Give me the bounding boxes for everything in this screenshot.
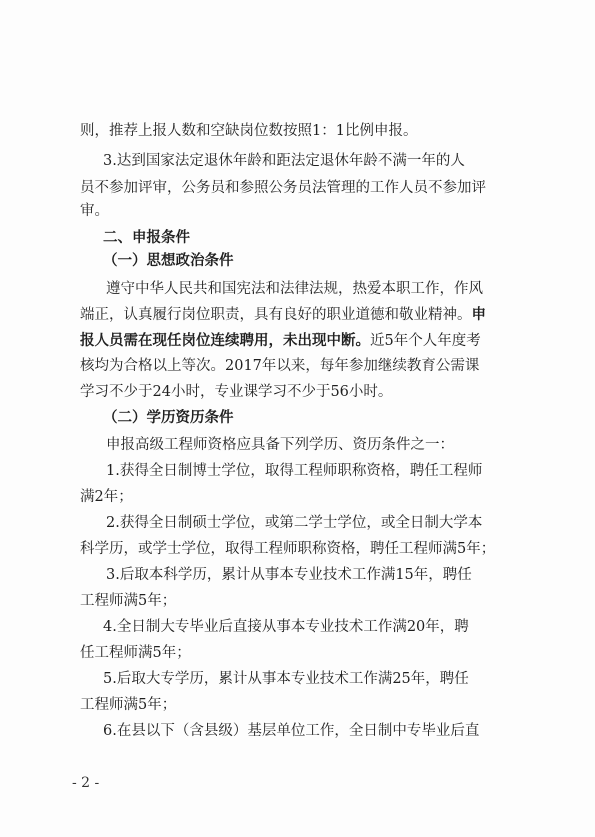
paragraph-line xyxy=(80,331,595,351)
list-item-line: 4.全日制大专毕业后直接从事本专业技术工作满20年，聘 xyxy=(103,619,469,635)
list-item-line: 1.获得全日制博士学位，取得工程师职称资格，聘任工程师 xyxy=(106,463,483,479)
paragraph-line: 核均为合格以上等次。2017年以来，每年参加继续教育公需课 xyxy=(80,358,480,374)
list-item-line: 工程师满5年； xyxy=(80,697,177,713)
list-item-line: 科学历，或学士学位，取得工程师职称资格，聘任工程师满5年； xyxy=(80,541,496,557)
emphasis-text: 报人员需在现任岗位连续聘用，未出现中断。 xyxy=(80,332,370,349)
paragraph-line: 学习不少于24小时，专业课学习不少于56小时。 xyxy=(80,384,393,400)
paragraph-line: 遵守中华人民共和国宪法和法律法规，热爱本职工作，作风 xyxy=(106,281,483,297)
paragraph-line xyxy=(80,305,595,325)
paragraph-line: 员不参加评审，公务员和参照公务员法管理的工作人员不参加评 xyxy=(80,180,486,196)
paragraph-text: 近5年个人年度考 xyxy=(370,333,481,349)
list-item-line: 3.后取本科学历，累计从事本专业技术工作满15年，聘任 xyxy=(106,567,472,583)
emphasis-text: 申 xyxy=(471,306,486,323)
list-item-line: 工程师满5年； xyxy=(80,593,177,609)
list-item-line: 2.获得全日制硕士学位，或第二学士学位，或全日制大学本 xyxy=(106,515,483,531)
paragraph-line: 审。 xyxy=(80,203,109,219)
list-item-line: 6.在县以下（含县级）基层单位工作，全日制中专毕业后直 xyxy=(103,723,480,739)
paragraph-line: 则，推荐上报人数和空缺岗位数按照1：1比例申报。 xyxy=(80,123,418,139)
list-item-line: 满2年； xyxy=(80,489,133,505)
paragraph-line: 3.达到国家法定退休年龄和距法定退休年龄不满一年的人 xyxy=(103,153,465,169)
page-number: - 2 - xyxy=(72,775,100,791)
list-item-line: 任工程师满5年； xyxy=(80,645,191,661)
list-item-line: 5.后取大专学历，累计从事本专业技术工作满25年，聘任 xyxy=(103,671,469,687)
subsection-heading: （二）学历资历条件 xyxy=(103,409,234,426)
paragraph-text: 端正，认真履行岗位职责，具有良好的职业道德和敬业精神。 xyxy=(80,307,472,323)
paragraph-line: 申报高级工程师资格应具备下列学历、资历条件之一： xyxy=(106,437,454,453)
section-heading: 二、申报条件 xyxy=(103,229,190,246)
subsection-heading: （一）思想政治条件 xyxy=(103,252,234,269)
